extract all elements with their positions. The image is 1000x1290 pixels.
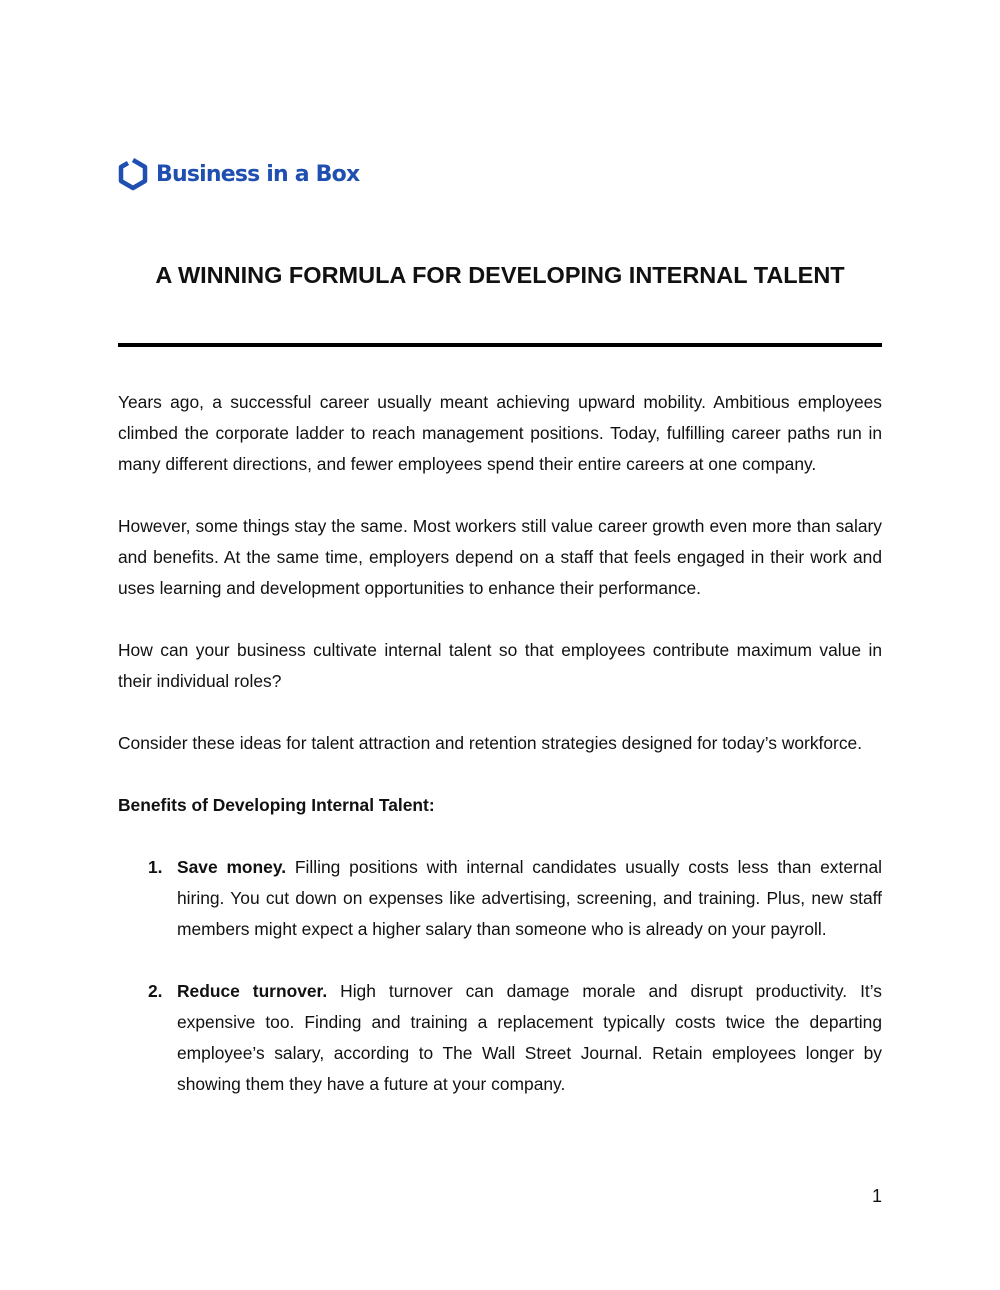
list-item-text: High turnover can damage morale and disrupt productivity. It’s expensive too. Finding and training a replacement typically costs twice the departing employee’s salary, according to The Wall Street Journal. Retain employees longer by showing them they have a future at your company. <box>177 981 882 1094</box>
list-item-text: Filling positions with internal candidates usually costs less than external hiring. You cut down on expenses like advertising, screening, and training. Plus, new staff members might expect a higher salary than someone who is already on your payroll. <box>177 857 882 939</box>
section-heading: Benefits of Developing Internal Talent: <box>118 795 435 815</box>
list-item-lead: Reduce turnover. <box>177 981 328 1001</box>
logo <box>118 157 359 191</box>
logo-text: Business in a Box <box>156 161 360 187</box>
paragraph: Consider these ideas for talent attraction and retention strategies designed for today’s workforce. <box>118 733 863 753</box>
hexagon-logo-icon <box>118 157 148 191</box>
title-divider <box>118 343 882 347</box>
paragraph: However, some things stay the same. Most workers still value career growth even more than salary and benefits. At the same time, employers depend on a staff that feels engaged in their work and uses learning and development opportunities to enhance their performance. <box>118 516 882 598</box>
list-item <box>118 852 882 945</box>
list-item-lead: Save money. <box>177 857 287 877</box>
list-number: 1. <box>148 857 163 877</box>
list-item <box>118 976 882 1100</box>
list-number: 2. <box>148 981 163 1001</box>
paragraph: How can your business cultivate internal talent so that employees contribute maximum value in their individual roles? <box>118 640 882 691</box>
document-body <box>118 387 882 1131</box>
paragraph: Years ago, a successful career usually meant achieving upward mobility. Ambitious employees climbed the corporate ladder to reach management positions. Today, fulfilling career paths run in many different directions, and fewer employees spend their entire careers at one company. <box>118 392 882 474</box>
page-number: 1 <box>871 1186 882 1206</box>
document-title: A WINNING FORMULA FOR DEVELOPING INTERNAL TALENT <box>155 262 845 288</box>
benefits-list <box>118 852 882 1100</box>
